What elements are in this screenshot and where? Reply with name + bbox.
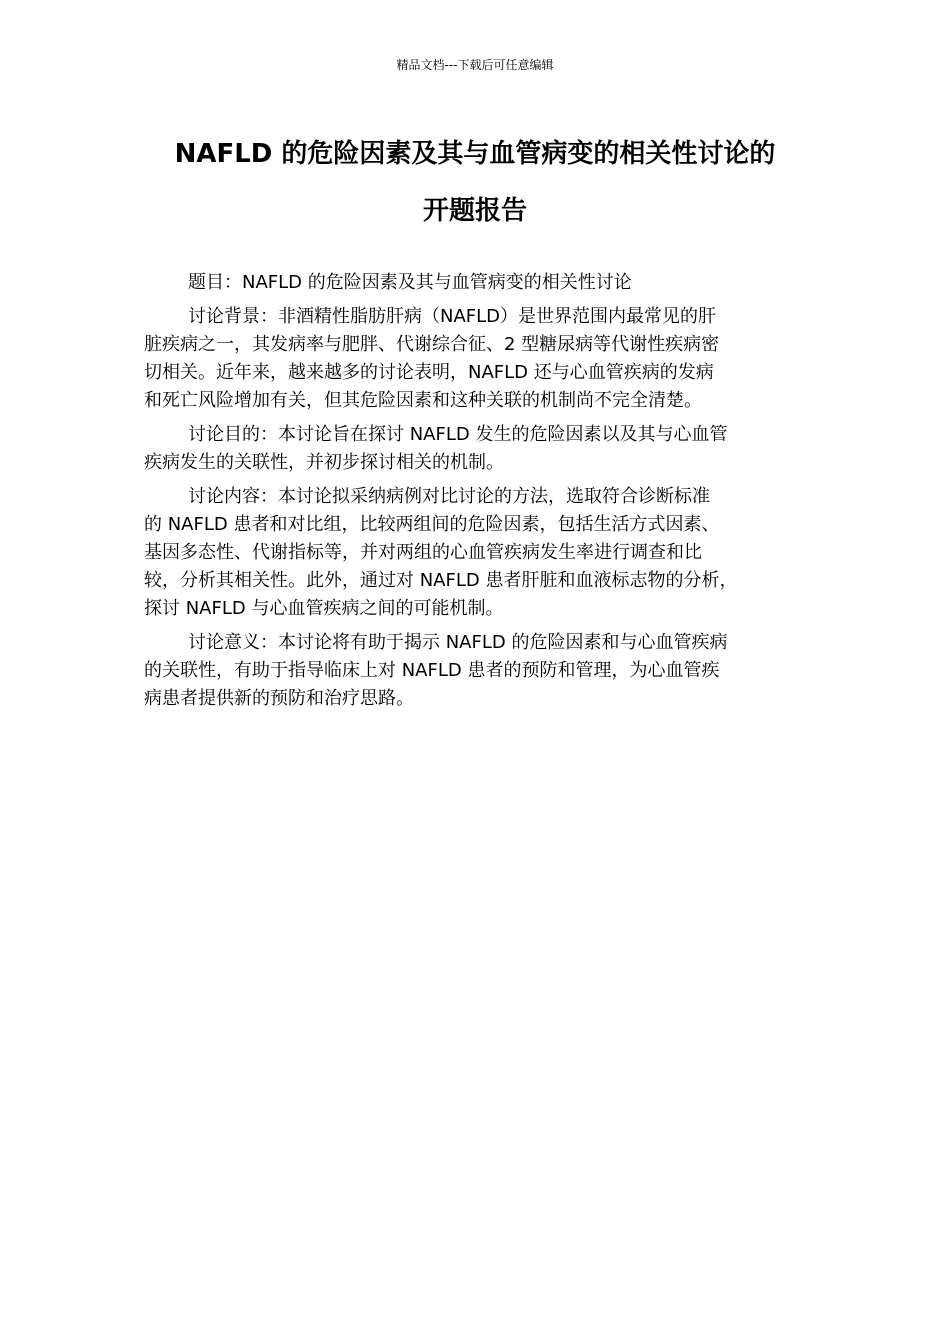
paragraph-line: 探讨 NAFLD 与心血管疾病之间的可能机制。 xyxy=(144,598,504,619)
paragraph-line: 的关联性，有助于指导临床上对 NAFLD 患者的预防和管理，为心血管疾 xyxy=(144,660,720,681)
paragraph-line: 病患者提供新的预防和治疗思路。 xyxy=(144,688,414,709)
paragraph-line: 讨论目的：本讨论旨在探讨 NAFLD 发生的危险因素以及其与心血管 xyxy=(188,424,728,445)
paragraph-topic xyxy=(144,269,814,297)
paragraph-line: 题目：NAFLD 的危险因素及其与血管病变的相关性讨论 xyxy=(188,272,632,293)
paragraph-line: 疾病发生的关联性，并初步探讨相关的机制。 xyxy=(144,452,504,473)
paragraph-objective xyxy=(144,421,814,477)
header-note: 精品文档---下载后可任意编辑 xyxy=(396,58,554,72)
paragraph-line: 讨论内容：本讨论拟采纳病例对比讨论的方法，选取符合诊断标准 xyxy=(188,486,710,507)
paragraph-content xyxy=(144,483,814,623)
paragraph-line: 较，分析其相关性。此外，通过对 NAFLD 患者肝脏和血液标志物的分析， xyxy=(144,570,738,591)
document-body xyxy=(144,269,814,719)
paragraph-line: 切相关。近年来，越来越多的讨论表明，NAFLD 还与心血管疾病的发病 xyxy=(144,362,714,383)
paragraph-line: 脏疾病之一，其发病率与肥胖、代谢综合征、2 型糖尿病等代谢性疾病密 xyxy=(144,334,720,355)
paragraph-background xyxy=(144,303,814,415)
document-title: NAFLD 的危险因素及其与血管病变的相关性讨论的 xyxy=(174,139,776,169)
paragraph-line: 讨论意义：本讨论将有助于揭示 NAFLD 的危险因素和与心血管疾病 xyxy=(188,632,728,653)
paragraph-line: 讨论背景：非酒精性脂肪肝病（NAFLD）是世界范围内最常见的肝 xyxy=(188,306,717,327)
document-title-continued: 开题报告 xyxy=(422,196,527,226)
paragraph-line: 和死亡风险增加有关，但其危险因素和这种关联的机制尚不完全清楚。 xyxy=(144,390,702,411)
paragraph-line: 基因多态性、代谢指标等，并对两组的心血管疾病发生率进行调查和比 xyxy=(144,542,702,563)
paragraph-line: 的 NAFLD 患者和对比组，比较两组间的危险因素，包括生活方式因素、 xyxy=(144,514,720,535)
paragraph-significance xyxy=(144,629,814,713)
